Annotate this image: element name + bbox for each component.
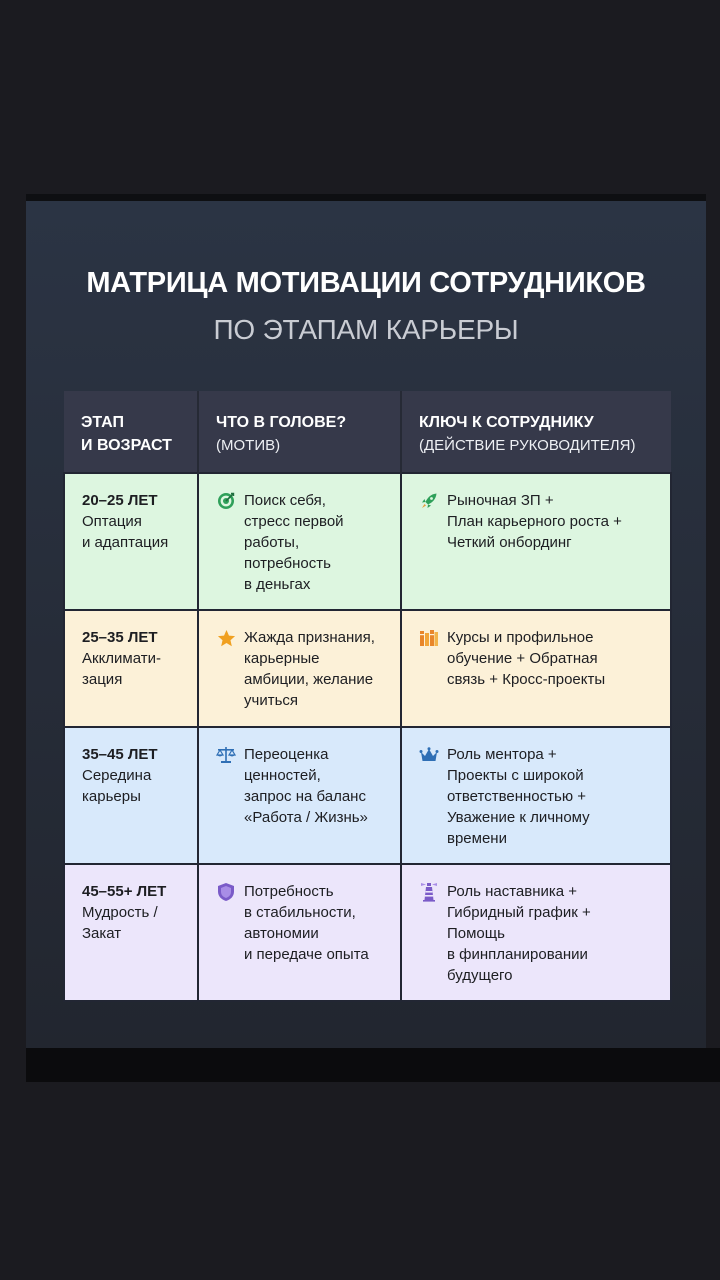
motive-text: Жажда признания, карьерные амбиции, желание учиться <box>244 629 375 709</box>
header-motive <box>198 391 401 473</box>
table-row <box>64 727 671 864</box>
motive-text: Поиск себя, стресс первой работы, потребность в деньгах <box>244 492 344 593</box>
table-row <box>64 610 671 727</box>
motive-text: Переоценка ценностей, запрос на баланс «Работа / Жизнь» <box>244 746 368 826</box>
header-action <box>401 391 671 473</box>
stage-title: 25–35 ЛЕТ <box>82 629 158 646</box>
stage-title: 45–55+ ЛЕТ <box>82 883 167 900</box>
motive-cell <box>198 473 401 610</box>
stage-description: Мудрость / Закат <box>82 904 158 942</box>
action-text: Рыночная ЗП + План карьерного роста + Четкий онбординг <box>447 492 622 551</box>
target-icon <box>216 491 236 511</box>
action-text: Курсы и профильное обучение + Обратная связь + Кросс-проекты <box>447 629 606 688</box>
scales-icon <box>216 745 236 765</box>
action-text: Роль наставника + Гибридный график + Помощь в финпланировании будущего <box>447 883 591 984</box>
page-title: МАТРИЦА МОТИВАЦИИ СОТРУДНИКОВ <box>86 267 646 299</box>
stage-title: 35–45 ЛЕТ <box>82 746 158 763</box>
header-motive-label: ЧТО В ГОЛОВЕ? <box>216 414 347 431</box>
stage-cell <box>64 610 198 727</box>
shield-icon <box>216 882 236 902</box>
action-text: Роль ментора + Проекты с широкой ответственностью + Уважение к личному времени <box>447 746 590 847</box>
crown-icon <box>419 745 439 765</box>
header-action-label: КЛЮЧ К СОТРУДНИКУ <box>419 414 594 431</box>
lighthouse-icon <box>419 882 439 902</box>
motive-cell <box>198 727 401 864</box>
bottom-band <box>26 1048 720 1082</box>
stage-cell <box>64 727 198 864</box>
motive-text: Потребность в стабильности, автономии и передаче опыта <box>244 883 369 963</box>
table-row <box>64 473 671 610</box>
motive-cell <box>198 864 401 1001</box>
motivation-table <box>63 391 672 1002</box>
page-subtitle: ПО ЭТАПАМ КАРЬЕРЫ <box>213 314 519 345</box>
books-icon <box>419 628 439 648</box>
stage-title: 20–25 ЛЕТ <box>82 492 158 509</box>
table-row <box>64 864 671 1001</box>
action-cell <box>401 473 671 610</box>
rocket-icon <box>419 491 439 511</box>
header-stage <box>64 391 198 473</box>
header-action-sublabel: (ДЕЙСТВИЕ РУКОВОДИТЕЛЯ) <box>419 437 636 454</box>
motive-cell <box>198 610 401 727</box>
header-motive-sublabel: (МОТИВ) <box>216 437 281 454</box>
action-cell <box>401 864 671 1001</box>
stage-description: Оптация и адаптация <box>82 513 169 551</box>
table-header-row <box>64 391 671 473</box>
action-cell <box>401 727 671 864</box>
stage-cell <box>64 473 198 610</box>
stage-description: Акклимати- зация <box>82 650 161 688</box>
stage-description: Середина карьеры <box>82 767 152 805</box>
matrix-card <box>26 194 706 1050</box>
header-stage-label: ЭТАП И ВОЗРАСТ <box>81 414 172 454</box>
stage-cell <box>64 864 198 1001</box>
action-cell <box>401 610 671 727</box>
star-icon <box>216 628 236 648</box>
